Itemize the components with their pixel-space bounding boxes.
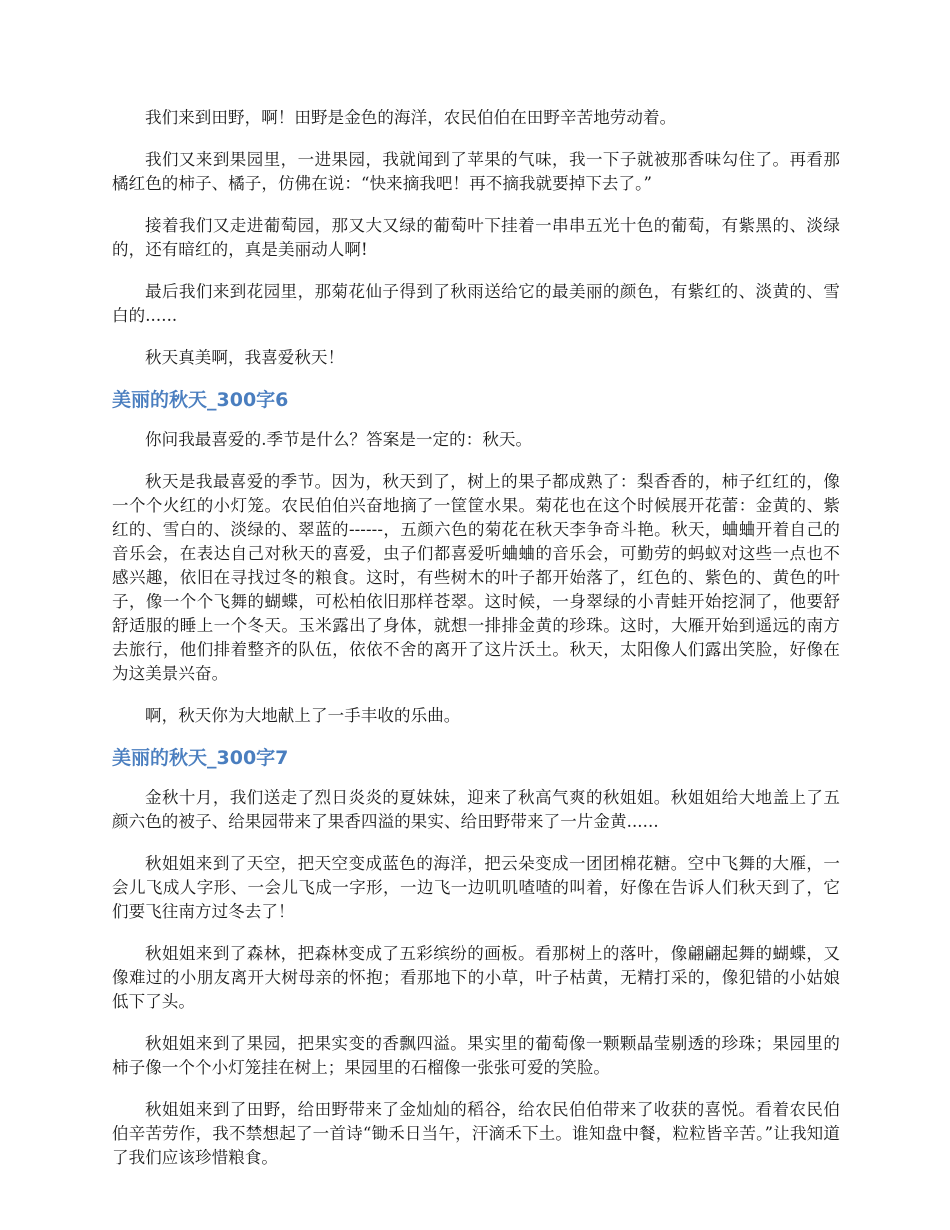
paragraph: 秋姐姐来到了果园，把果实变的香飘四溢。果实里的葡萄像一颗颗晶莹剔透的珍珠；果园里的柿子像一个个小灯笼挂在树上；果园里的石榴像一张张可爱的笑脸。 <box>112 1034 840 1077</box>
paragraph: 秋天真美啊，我喜爱秋天！ <box>145 348 345 367</box>
paragraph: 秋姐姐来到了田野，给田野带来了金灿灿的稻谷，给农民伯伯带来了收获的喜悦。看着农民伯伯辛苦劳作，我不禁想起了一首诗“锄禾日当午，汗滴禾下土。谁知盘中餐，粒粒皆辛苦。”让我知道了我们应该珍惜粮食。 <box>112 1100 840 1167</box>
section-heading: 美丽的秋天_300字6 <box>112 389 289 411</box>
paragraph: 最后我们来到花园里，那菊花仙子得到了秋雨送给它的最美丽的颜色，有紫红的、淡黄的、雪白的...... <box>112 282 840 325</box>
paragraph: 秋天是我最喜爱的季节。因为，秋天到了，树上的果子都成熟了：梨香香的，柿子红红的，像一个个火红的小灯笼。农民伯伯兴奋地摘了一筐筐水果。菊花也在这个时候展开花蕾：金黄的、紫红的、雪白的、淡绿的、翠蓝的------，五颜六色的菊花在秋天李争奇斗艳。秋天，蛐蛐开着自己的音乐会，在表达自己对秋天的喜爱，虫子们都喜爱听蛐蛐的音乐会，可勤劳的蚂蚁对这些一点也不感兴趣，依旧在寻找过冬的粮食。这时，有些树木的叶子都开始落了，红色的、紫色的、黄色的叶子，像一个个飞舞的蝴蝶，可松柏依旧那样苍翠。这时候，一身翠绿的小青蛙开始挖洞了，他要舒舒适服的睡上一个冬天。玉米露出了身体，就想一排排金黄的珍珠。这时，大雁开始到遥远的南方去旅行，他们排着整齐的队伍，依依不舍的离开了这片沃土。秋天，太阳像人们露出笑脸，好像在为这美景兴奋。 <box>112 472 840 683</box>
paragraph: 金秋十月，我们送走了烈日炎炎的夏妹妹，迎来了秋高气爽的秋姐姐。秋姐姐给大地盖上了五颜六色的被子、给果园带来了果香四溢的果实、给田野带来了一片金黄...... <box>112 788 840 831</box>
paragraph: 秋姐姐来到了森林，把森林变成了五彩缤纷的画板。看那树上的落叶，像翩翩起舞的蝴蝶，又像难过的小朋友离开大树母亲的怀抱；看那地下的小草，叶子枯黄，无精打采的，像犯错的小姑娘低下了头。 <box>112 944 840 1011</box>
document-page <box>112 106 840 1188</box>
paragraph: 接着我们又走进葡萄园，那又大又绿的葡萄叶下挂着一串串五光十色的葡萄，有紫黑的、淡绿的，还有暗红的，真是美丽动人啊! <box>112 216 840 259</box>
paragraph: 秋姐姐来到了天空，把天空变成蓝色的海洋，把云朵变成一团团棉花糖。空中飞舞的大雁，一会儿飞成人字形、一会儿飞成一字形，一边飞一边叽叽喳喳的叫着，好像在告诉人们秋天到了，它们要飞往南方过冬去了！ <box>112 854 840 921</box>
paragraph: 我们来到田野，啊！田野是金色的海洋，农民伯伯在田野辛苦地劳动着。 <box>145 108 677 127</box>
section-heading: 美丽的秋天_300字7 <box>112 747 289 769</box>
paragraph: 我们又来到果园里，一进果园，我就闻到了苹果的气味，我一下子就被那香味勾住了。再看那橘红色的柿子、橘子，仿佛在说：“快来摘我吧！再不摘我就要掉下去了。” <box>112 150 840 193</box>
paragraph: 你问我最喜爱的.季节是什么？答案是一定的：秋天。 <box>145 430 533 449</box>
paragraph: 啊，秋天你为大地献上了一手丰收的乐曲。 <box>145 706 461 725</box>
